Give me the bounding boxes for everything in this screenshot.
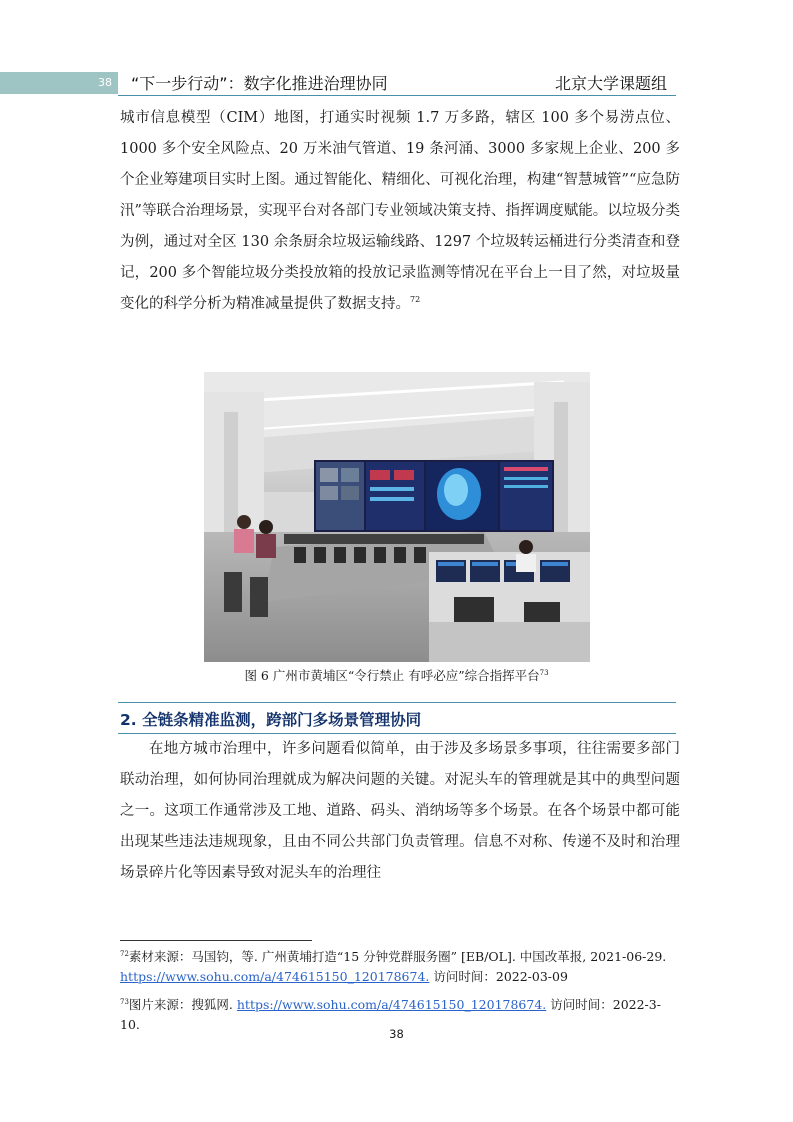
command-center-photo <box>204 372 590 662</box>
footnote-ref[interactable]: 72 <box>410 295 421 305</box>
footnote <box>120 947 680 987</box>
section-heading: 2. 全链条精准监测，跨部门多场景管理协同 <box>120 711 422 729</box>
header-rule <box>118 95 676 96</box>
footnote-access-date: 访问时间：2022-03-09 <box>429 969 568 984</box>
footnote-number: 72 <box>120 949 129 958</box>
footnote-link[interactable]: https://www.sohu.com/a/474615150_120178674. <box>120 969 430 984</box>
footnote-link[interactable]: https://www.sohu.com/a/474615150_120178674. <box>236 997 547 1012</box>
footnote-text: 图片来源：搜狐网. <box>128 997 237 1012</box>
running-header-org: 北京大学课题组 <box>554 74 667 93</box>
paragraph-text: 城市信息模型（CIM）地图，打通实时视频 1.7 万多路，辖区 100 多个易涝点位、1000 多个安全风险点、20 万米油气管道、19 条河涌、3000 多家规上企业、200 多个企业筹建项目实时上图。通过智能化、精细化、可视化治理，构建“智慧城管”“应急防汛”等联合治理场景，实现平台对各部门专业领域决策支持、指挥调度赋能。以垃圾分类为例，通过对全区 130 余条厨余垃圾运输线路、1297 个垃圾转运桶进行分类清查和登记，200 多个智能垃圾分类投放箱的投放记录监测等情况在平台上一目了然，对垃圾量变化的科学分析为精准减量提供了数据支持。 <box>120 110 680 312</box>
figure-caption <box>0 666 793 684</box>
footnote-ref[interactable]: 73 <box>539 668 549 677</box>
page-number: 38 <box>389 1027 404 1041</box>
section-rule-top <box>118 702 676 703</box>
command-center-illustration <box>204 372 590 662</box>
footnote-text: 素材来源：马国钧，等. 广州黄埔打造“15 分钟党群服务圈” [EB/OL]. 中国改革报, 2021-06-29. <box>128 949 667 964</box>
body-paragraph: 在地方城市治理中，许多问题看似简单，由于涉及多场景多事项，往往需要多部门联动治理，如何协同治理就成为解决问题的关键。对泥头车的管理就是其中的典型问题之一。这项工作通常涉及工地、道路、码头、消纳场等多个场景。在各个场景中都可能出现某些违法违规现象，且由不同公共部门负责管理。信息不对称、传递不及时和治理场景碎片化等因素导致对泥头车的治理往 <box>120 741 680 881</box>
body-paragraph <box>120 103 680 320</box>
footnote-number: 73 <box>120 997 129 1006</box>
footnote-access-date: 访问时间：2022-3-10. <box>120 997 661 1032</box>
page-tab: 38 <box>0 72 118 94</box>
footnote-rule <box>120 940 312 941</box>
running-header-title: “下一步行动”：数字化推进治理协同 <box>131 74 388 93</box>
figure-caption-text: 图 6 广州市黄埔区“令行禁止 有呼必应”综合指挥平台 <box>244 668 540 683</box>
